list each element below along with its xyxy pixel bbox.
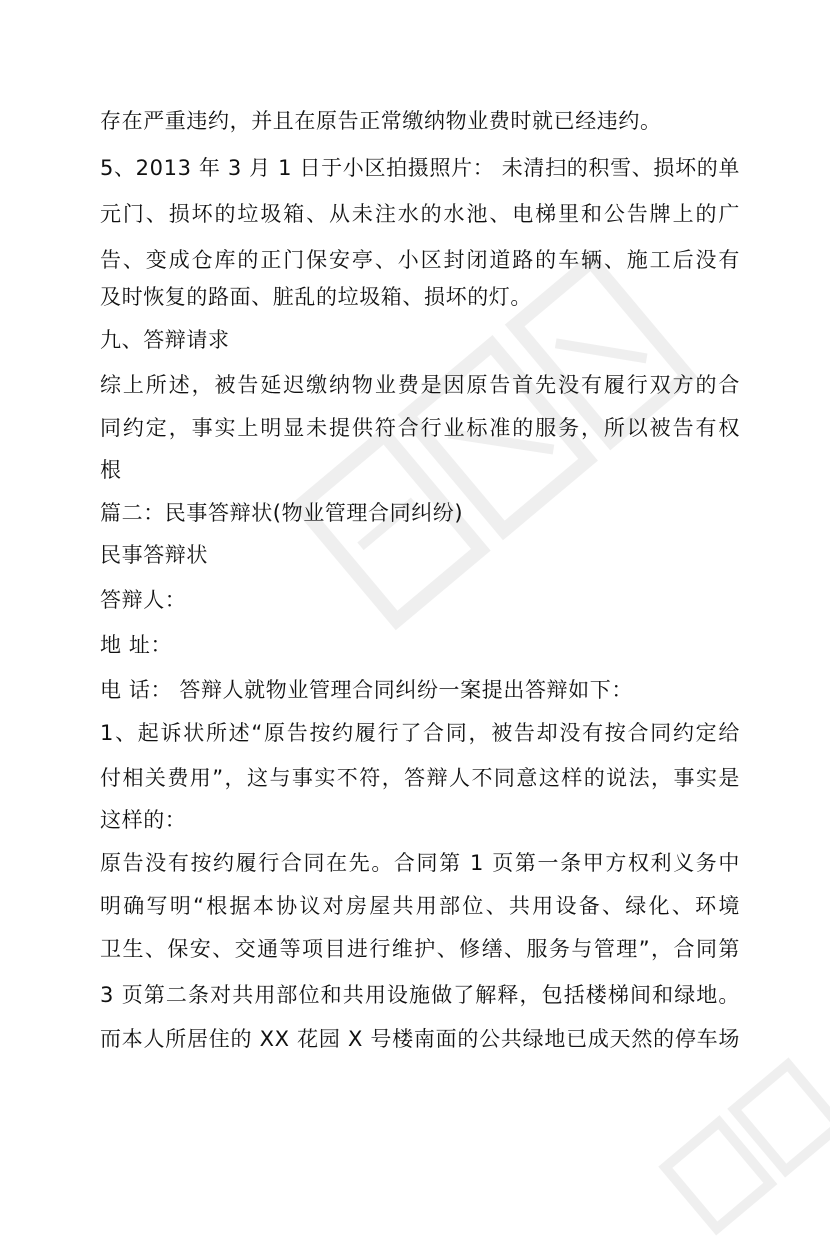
text-line: 地 址： <box>100 633 173 657</box>
text-line: 根 <box>100 458 122 482</box>
watermark-corner <box>645 1030 830 1250</box>
section-heading: 九、答辩请求 <box>100 328 230 352</box>
text-line: 同约定，事实上明显未提供符合行业标准的服务，所以被告有权 <box>100 416 740 440</box>
section-heading: 篇二：民事答辩状(物业管理合同纠纷) <box>100 501 464 525</box>
text-line: 而本人所居住的 XX 花园 X 号楼南面的公共绿地已成天然的停车场 <box>100 1027 740 1051</box>
text-line: 明确写明“根据本协议对房屋共用部位、共用设备、绿化、环境 <box>100 894 740 918</box>
text-line: 5、2013 年 3 月 1 日于小区拍摄照片： 未清扫的积雪、损坏的单 <box>100 156 740 180</box>
text-line: 综上所述，被告延迟缴纳物业费是因原告首先没有履行双方的合 <box>100 373 740 397</box>
text-line: 答辩人： <box>100 588 187 612</box>
text-line: 原告没有按约履行合同在先。合同第 1 页第一条甲方权利义务中 <box>100 851 740 875</box>
text-line: 这样的： <box>100 808 187 832</box>
text-line: 存在严重违约，并且在原告正常缴纳物业费时就已经违约。 <box>100 109 662 133</box>
text-line: 元门、损坏的垃圾箱、从未注水的水池、电梯里和公告牌上的广 <box>100 202 740 226</box>
text-line: 3 页第二条对共用部位和共用设施做了解释，包括楼梯间和绿地。 <box>100 983 740 1007</box>
watermark-corner-graphic <box>645 1030 830 1250</box>
text-line: 卫生、保安、交通等项目进行维护、修缮、服务与管理”，合同第 <box>100 937 740 961</box>
text-line: 及时恢复的路面、脏乱的垃圾箱、损坏的灯。 <box>100 285 532 309</box>
text-line: 告、变成仓库的正门保安亭、小区封闭道路的车辆、施工后没有 <box>100 248 740 272</box>
text-line: 电 话： 答辩人就物业管理合同纠纷一案提出答辩如下： <box>100 678 633 702</box>
text-line: 1、起诉状所述“原告按约履行了合同，被告却没有按合同约定给 <box>100 721 740 745</box>
text-line: 付相关费用”，这与事实不符，答辩人不同意这样的说法，事实是 <box>100 766 740 790</box>
document-title: 民事答辩状 <box>100 543 208 567</box>
